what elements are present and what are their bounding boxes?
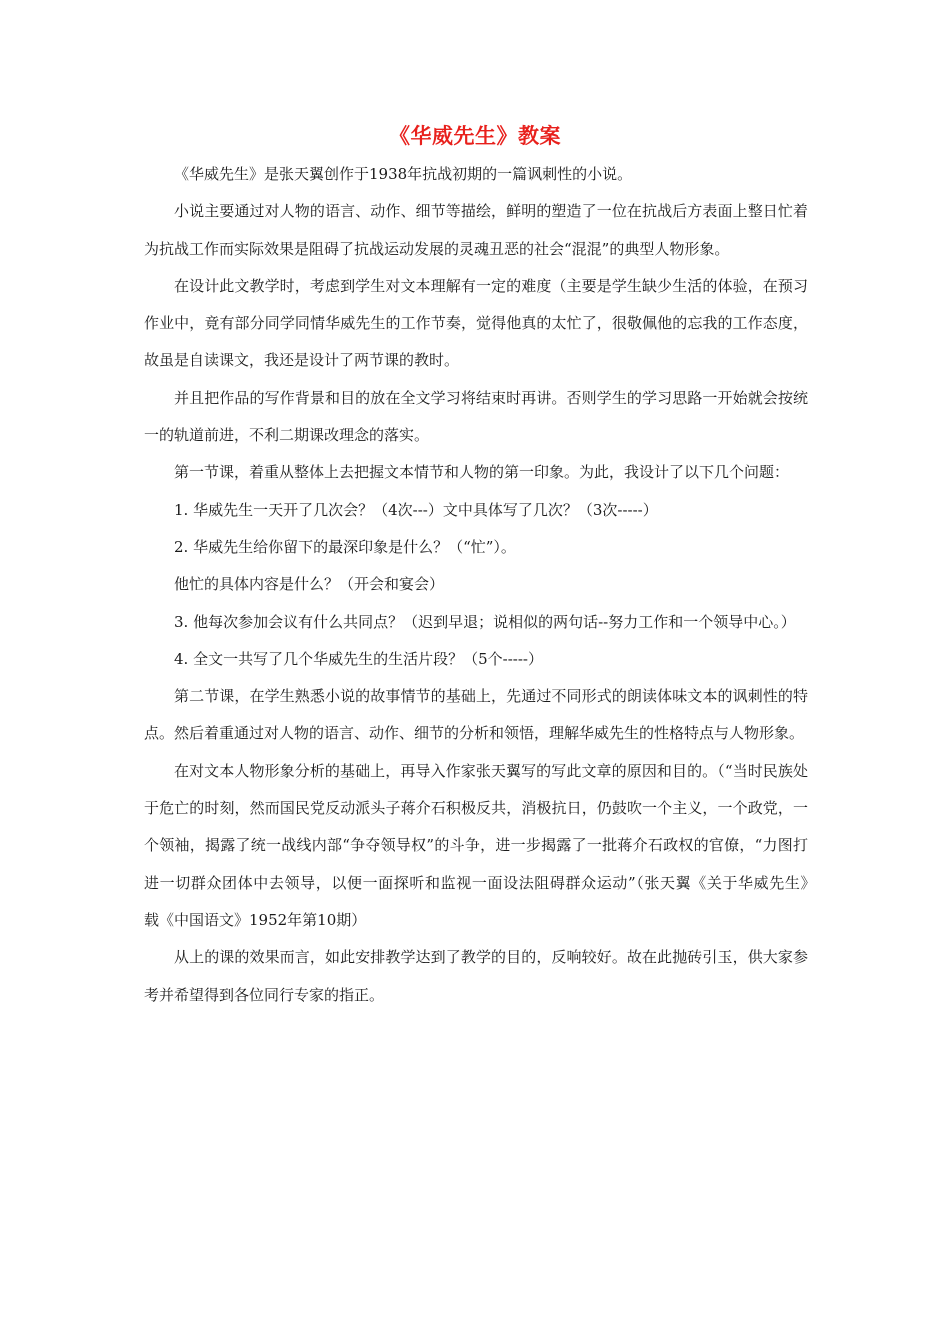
question-item-2-followup: 他忙的具体内容是什么？（开会和宴会） [174,575,445,594]
question-item-1: 1. 华威先生一天开了几次会？（4次---）文中具体写了几次？（3次-----） [174,500,658,519]
paragraph-background: 并且把作品的写作背景和目的放在全文学习将结束时再讲。否则学生的学习思路一开始就会按统一的轨道前进，不利二期课改理念的落实。 [144,388,808,445]
paragraph-intro: 《华威先生》是张天翼创作于1938年抗战初期的一篇讽刺性的小说。 [174,165,633,183]
paragraph-context: 在对文本人物形象分析的基础上，再导入作家张天翼写的写此文章的原因和目的。（“当时民族处于危亡的时刻，然而国民党反动派头子蒋介石积极反共，消极抗日，仍鼓吹一个主义，一个政党，一个领袖，揭露了统一战线内部“争夺领导权”的斗争，进一步揭露了一批蒋介石政权的官僚，“力图打进一切群众团体中去领导，以便一面探听和监视一面设法阻碍群众运动”（张天翼《关于华威先生》 载《中国语文》1952年第10期） [144,761,824,929]
question-item-2: 2. 华威先生给你留下的最深印象是什么？（“忙”）。 [174,537,516,556]
question-item-3: 3. 他每次参加会议有什么共同点？（迟到早退；说相似的两句话--努力工作和一个领导中心。） [174,612,796,631]
paragraph-design: 在设计此文教学时，考虑到学生对文本理解有一定的难度（主要是学生缺少生活的体验，在预习作业中，竟有部分同学同情华威先生的工作节奏，觉得他真的太忙了，很敬佩他的忘我的工作态度，故虽是自读课文，我还是设计了两节课的教时。 [144,276,808,370]
paragraph-lesson-one: 第一节课，着重从整体上去把握文本情节和人物的第一印象。为此，我设计了以下几个问题： [174,463,790,482]
question-item-4: 4. 全文一共写了几个华威先生的生活片段？（5个-----） [174,649,543,668]
document-title: 《华威先生》教案 [389,124,561,148]
document-body [144,156,824,1014]
paragraph-conclusion: 从上的课的效果而言，如此安排教学达到了教学的目的，反响较好。故在此抛砖引玉，供大家参考并希望得到各位同行专家的指正。 [144,948,808,1004]
paragraph-summary: 小说主要通过对人物的语言、动作、细节等描绘，鲜明的塑造了一位在抗战后方表面上整日忙着为抗战工作而实际效果是阻碍了抗战运动发展的灵魂丑恶的社会“混混”的典型人物形象。 [144,202,808,258]
paragraph-lesson-two: 第二节课，在学生熟悉小说的故事情节的基础上，先通过不同形式的朗读体味文本的讽刺性的特点。然后着重通过对人物的语言、动作、细节的分析和领悟，理解华威先生的性格特点与人物形象。 [144,687,808,743]
